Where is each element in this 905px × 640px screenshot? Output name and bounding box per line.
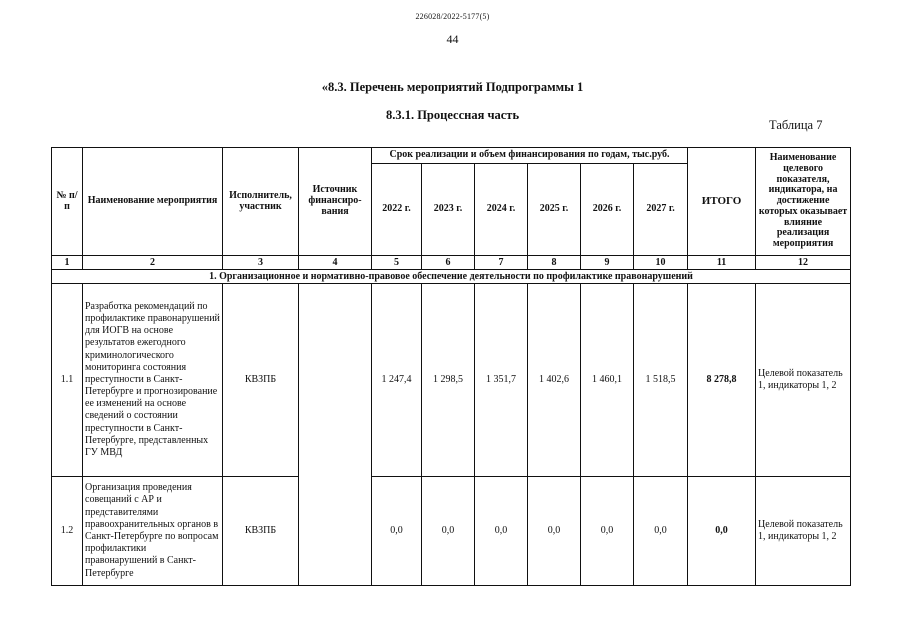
- total-value: 0,0: [688, 477, 756, 586]
- year-value: 1 518,5: [634, 284, 688, 477]
- funding-source: [299, 284, 372, 586]
- header-year: 2027 г.: [634, 164, 688, 256]
- column-number: 5: [372, 256, 422, 270]
- column-number: 3: [223, 256, 299, 270]
- table-row: [52, 284, 851, 477]
- header-total: ИТОГО: [688, 148, 756, 256]
- indicator: Целевой показатель 1, индикаторы 1, 2: [756, 284, 851, 477]
- row-number: 1.1: [52, 284, 83, 477]
- indicator: Целевой показатель 1, индикаторы 1, 2: [756, 477, 851, 586]
- year-value: 1 402,6: [528, 284, 581, 477]
- year-value: 1 298,5: [422, 284, 475, 477]
- header-year: 2023 г.: [422, 164, 475, 256]
- column-number: 1: [52, 256, 83, 270]
- year-value: 0,0: [422, 477, 475, 586]
- section-title: 1. Организационное и нормативно-правовое обеспечение деятельности по профилактике правонарушений: [52, 270, 851, 284]
- table-label: Таблица 7: [769, 118, 823, 132]
- year-value: 0,0: [475, 477, 528, 586]
- column-number: 2: [83, 256, 223, 270]
- header-year: 2025 г.: [528, 164, 581, 256]
- year-value: 0,0: [528, 477, 581, 586]
- column-number: 4: [299, 256, 372, 270]
- header-year: 2026 г.: [581, 164, 634, 256]
- year-value: 0,0: [372, 477, 422, 586]
- page-number: 44: [446, 32, 459, 46]
- column-number: 11: [688, 256, 756, 270]
- section-heading: «8.3. Перечень мероприятий Подпрограммы 1: [321, 80, 584, 94]
- column-number: 8: [528, 256, 581, 270]
- column-number: 9: [581, 256, 634, 270]
- year-value: 0,0: [634, 477, 688, 586]
- total-value: 8 278,8: [688, 284, 756, 477]
- header-period: Срок реализации и объем финансирования по годам, тыс.руб.: [372, 148, 688, 164]
- header-number: № п/п: [52, 148, 83, 256]
- column-number: 12: [756, 256, 851, 270]
- executor: КВЗПБ: [223, 477, 299, 586]
- header-name: Наименование мероприятия: [83, 148, 223, 256]
- document-id: 226028/2022-5177(5): [415, 12, 490, 21]
- measure-name: Организация проведения совещаний с АР и представителями правоохранительных органов в Санкт-Петербурге по вопросам профилактики правонарушений в Санкт-Петербурге: [83, 477, 223, 586]
- year-value: 1 351,7: [475, 284, 528, 477]
- table-row: [52, 477, 851, 586]
- year-value: 0,0: [581, 477, 634, 586]
- column-number: 6: [422, 256, 475, 270]
- subsection-heading: 8.3.1. Процессная часть: [385, 108, 520, 122]
- year-value: 1 460,1: [581, 284, 634, 477]
- measure-name: Разработка рекомендаций по профилактике правонарушений для ИОГВ на основе результатов ежегодного криминологического мониторинга состояния преступности в Санкт-Петербурге и прогнозирование ее изменений на основе сведений о состоянии преступности в Санкт-Петербурге, представленных ГУ МВД: [83, 284, 223, 477]
- header-year: 2022 г.: [372, 164, 422, 256]
- header-year: 2024 г.: [475, 164, 528, 256]
- header-indicator: Наименование целевого показателя, индикатора, на достижение которых оказывает влияние реализация мероприятия: [756, 148, 851, 256]
- executor: КВЗПБ: [223, 284, 299, 477]
- column-number: 10: [634, 256, 688, 270]
- column-number: 7: [475, 256, 528, 270]
- measures-table: [51, 147, 851, 586]
- header-source: Источник финансиро-вания: [299, 148, 372, 256]
- year-value: 1 247,4: [372, 284, 422, 477]
- row-number: 1.2: [52, 477, 83, 586]
- header-executor: Исполнитель, участник: [223, 148, 299, 256]
